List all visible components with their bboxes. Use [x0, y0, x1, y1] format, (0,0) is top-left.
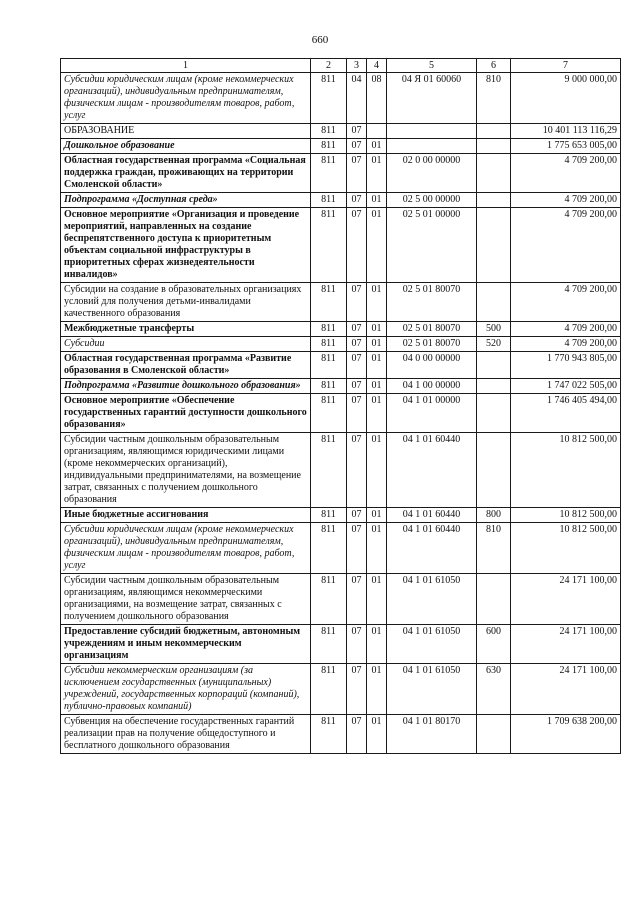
row-name: Межбюджетные трансферты	[61, 322, 311, 337]
table-row	[61, 625, 621, 664]
cell-expense-type	[477, 193, 511, 208]
cell-target-article: 02 5 01 80070	[387, 322, 477, 337]
cell-subsection: 01	[367, 154, 387, 193]
cell-section: 07	[347, 352, 367, 379]
cell-section: 07	[347, 433, 367, 508]
cell-target-article	[387, 124, 477, 139]
cell-target-article: 02 5 01 80070	[387, 283, 477, 322]
cell-target-article: 04 1 00 00000	[387, 379, 477, 394]
cell-expense-type	[477, 379, 511, 394]
row-name: Субвенция на обеспечение государственных гарантий реализации прав на получение общедоступного и бесплатного дошкольного образования	[61, 715, 311, 754]
column-number: 1	[61, 59, 311, 73]
page-number: 660	[311, 34, 329, 46]
cell-subsection: 01	[367, 574, 387, 625]
cell-expense-type: 800	[477, 508, 511, 523]
cell-subsection: 01	[367, 433, 387, 508]
row-name: Областная государственная программа «Социальная поддержка граждан, проживающих на территории Смоленской области»	[61, 154, 311, 193]
column-number: 3	[347, 59, 367, 73]
cell-subsection: 08	[367, 73, 387, 124]
column-number: 6	[477, 59, 511, 73]
cell-expense-type	[477, 574, 511, 625]
cell-amount: 24 171 100,00	[511, 625, 621, 664]
cell-expense-type: 600	[477, 625, 511, 664]
cell-target-article: 04 1 01 00000	[387, 394, 477, 433]
row-name: Субсидии юридическим лицам (кроме некоммерческих организаций), индивидуальным предпринимателям, физическим лицам - производителям товаров, работ, услуг	[61, 523, 311, 574]
table-row	[61, 283, 621, 322]
cell-ministry: 811	[311, 283, 347, 322]
row-name: Субсидии на создание в образовательных организациях условий для получения детьми-инвалидами качественного образования	[61, 283, 311, 322]
cell-target-article: 04 1 01 60440	[387, 433, 477, 508]
table-row	[61, 322, 621, 337]
cell-target-article: 04 1 01 60440	[387, 508, 477, 523]
cell-section: 07	[347, 124, 367, 139]
cell-target-article: 04 0 00 00000	[387, 352, 477, 379]
cell-expense-type	[477, 154, 511, 193]
cell-ministry: 811	[311, 73, 347, 124]
cell-amount: 1 746 405 494,00	[511, 394, 621, 433]
cell-section: 07	[347, 664, 367, 715]
cell-target-article: 04 Я 01 60060	[387, 73, 477, 124]
row-name: Субсидии некоммерческим организациям (за исключением государственных (муниципальных) учреждений, государственных корпораций (компаний), публично-правовых компаний)	[61, 664, 311, 715]
cell-amount: 4 709 200,00	[511, 337, 621, 352]
cell-section: 07	[347, 208, 367, 283]
table-row	[61, 208, 621, 283]
cell-section: 07	[347, 193, 367, 208]
table-row	[61, 193, 621, 208]
cell-section: 07	[347, 625, 367, 664]
cell-section: 04	[347, 73, 367, 124]
cell-expense-type	[477, 352, 511, 379]
cell-ministry: 811	[311, 625, 347, 664]
cell-expense-type	[477, 394, 511, 433]
table-row	[61, 394, 621, 433]
table-row	[61, 664, 621, 715]
budget-table	[60, 58, 621, 754]
cell-amount: 4 709 200,00	[511, 193, 621, 208]
cell-section: 07	[347, 508, 367, 523]
row-name: Дошкольное образование	[61, 139, 311, 154]
column-number: 2	[311, 59, 347, 73]
cell-target-article: 02 5 01 00000	[387, 208, 477, 283]
cell-subsection: 01	[367, 664, 387, 715]
cell-amount: 4 709 200,00	[511, 208, 621, 283]
cell-section: 07	[347, 154, 367, 193]
table-row	[61, 379, 621, 394]
cell-amount: 1 770 943 805,00	[511, 352, 621, 379]
row-name: Предоставление субсидий бюджетным, автономным учреждениям и иным некоммерческим организациям	[61, 625, 311, 664]
cell-ministry: 811	[311, 352, 347, 379]
cell-amount: 10 812 500,00	[511, 508, 621, 523]
cell-amount: 4 709 200,00	[511, 154, 621, 193]
cell-ministry: 811	[311, 574, 347, 625]
cell-ministry: 811	[311, 139, 347, 154]
cell-expense-type	[477, 124, 511, 139]
cell-ministry: 811	[311, 394, 347, 433]
cell-target-article	[387, 139, 477, 154]
table-row	[61, 139, 621, 154]
table-row	[61, 124, 621, 139]
cell-subsection: 01	[367, 715, 387, 754]
cell-target-article: 02 5 00 00000	[387, 193, 477, 208]
cell-section: 07	[347, 283, 367, 322]
cell-subsection: 01	[367, 322, 387, 337]
table-row	[61, 508, 621, 523]
cell-expense-type: 810	[477, 73, 511, 124]
cell-section: 07	[347, 139, 367, 154]
cell-ministry: 811	[311, 337, 347, 352]
cell-amount: 9 000 000,00	[511, 73, 621, 124]
cell-subsection: 01	[367, 193, 387, 208]
cell-section: 07	[347, 337, 367, 352]
cell-ministry: 811	[311, 322, 347, 337]
table-row	[61, 715, 621, 754]
cell-section: 07	[347, 394, 367, 433]
cell-amount: 10 812 500,00	[511, 433, 621, 508]
cell-ministry: 811	[311, 523, 347, 574]
row-name: ОБРАЗОВАНИЕ	[61, 124, 311, 139]
cell-amount: 1 709 638 200,00	[511, 715, 621, 754]
cell-expense-type: 520	[477, 337, 511, 352]
row-name: Подпрограмма «Развитие дошкольного образования»	[61, 379, 311, 394]
row-name: Основное мероприятие «Обеспечение государственных гарантий доступности дошкольного образования»	[61, 394, 311, 433]
cell-target-article: 04 1 01 80170	[387, 715, 477, 754]
cell-ministry: 811	[311, 124, 347, 139]
cell-ministry: 811	[311, 508, 347, 523]
cell-subsection: 01	[367, 508, 387, 523]
cell-subsection: 01	[367, 139, 387, 154]
cell-target-article: 02 5 01 80070	[387, 337, 477, 352]
table-row	[61, 73, 621, 124]
column-number-row	[61, 59, 621, 73]
table-row	[61, 352, 621, 379]
cell-amount: 1 775 653 005,00	[511, 139, 621, 154]
column-number: 7	[511, 59, 621, 73]
cell-subsection: 01	[367, 352, 387, 379]
column-number: 4	[367, 59, 387, 73]
cell-expense-type	[477, 208, 511, 283]
cell-section: 07	[347, 715, 367, 754]
cell-ministry: 811	[311, 379, 347, 394]
cell-target-article: 04 1 01 61050	[387, 574, 477, 625]
table-row	[61, 154, 621, 193]
cell-subsection: 01	[367, 337, 387, 352]
cell-subsection: 01	[367, 208, 387, 283]
cell-amount: 1 747 022 505,00	[511, 379, 621, 394]
cell-target-article: 04 1 01 60440	[387, 523, 477, 574]
cell-section: 07	[347, 322, 367, 337]
table-row	[61, 433, 621, 508]
row-name: Субсидии частным дошкольным образовательным организациям, являющимся некоммерческими организациями, на возмещение затрат, связанных с получением дошкольного образования	[61, 574, 311, 625]
cell-subsection	[367, 124, 387, 139]
cell-amount: 24 171 100,00	[511, 574, 621, 625]
cell-amount: 4 709 200,00	[511, 283, 621, 322]
cell-ministry: 811	[311, 154, 347, 193]
cell-ministry: 811	[311, 715, 347, 754]
cell-amount: 10 812 500,00	[511, 523, 621, 574]
row-name: Областная государственная программа «Развитие образования в Смоленской области»	[61, 352, 311, 379]
cell-expense-type: 630	[477, 664, 511, 715]
column-number: 5	[387, 59, 477, 73]
cell-ministry: 811	[311, 433, 347, 508]
cell-amount: 4 709 200,00	[511, 322, 621, 337]
cell-subsection: 01	[367, 283, 387, 322]
row-name: Основное мероприятие «Организация и проведение мероприятий, направленных на создание беспрепятственного доступа к приоритетным объектам социальной инфраструктуры в приоритетных сферах жизнедеятельности инвалидов»	[61, 208, 311, 283]
row-name: Субсидии	[61, 337, 311, 352]
row-name: Субсидии юридическим лицам (кроме некоммерческих организаций), индивидуальным предпринимателям, физическим лицам - производителям товаров, работ, услуг	[61, 73, 311, 124]
cell-expense-type: 810	[477, 523, 511, 574]
cell-subsection: 01	[367, 523, 387, 574]
table-row	[61, 574, 621, 625]
table-row	[61, 523, 621, 574]
cell-target-article: 04 1 01 61050	[387, 625, 477, 664]
cell-amount: 10 401 113 116,29	[511, 124, 621, 139]
cell-expense-type	[477, 715, 511, 754]
cell-subsection: 01	[367, 379, 387, 394]
cell-section: 07	[347, 574, 367, 625]
table-row	[61, 337, 621, 352]
cell-ministry: 811	[311, 193, 347, 208]
cell-ministry: 811	[311, 208, 347, 283]
cell-amount: 24 171 100,00	[511, 664, 621, 715]
cell-ministry: 811	[311, 664, 347, 715]
cell-expense-type	[477, 433, 511, 508]
row-name: Иные бюджетные ассигнования	[61, 508, 311, 523]
row-name: Подпрограмма «Доступная среда»	[61, 193, 311, 208]
cell-target-article: 02 0 00 00000	[387, 154, 477, 193]
cell-section: 07	[347, 379, 367, 394]
cell-target-article: 04 1 01 61050	[387, 664, 477, 715]
cell-subsection: 01	[367, 625, 387, 664]
cell-subsection: 01	[367, 394, 387, 433]
cell-section: 07	[347, 523, 367, 574]
row-name: Субсидии частным дошкольным образовательным организациям, являющимся юридическими лицами (кроме некоммерческих организаций), индивидуальными предпринимателями, на возмещение затрат, связанных с получением дошкольного образования	[61, 433, 311, 508]
cell-expense-type	[477, 139, 511, 154]
cell-expense-type	[477, 283, 511, 322]
cell-expense-type: 500	[477, 322, 511, 337]
